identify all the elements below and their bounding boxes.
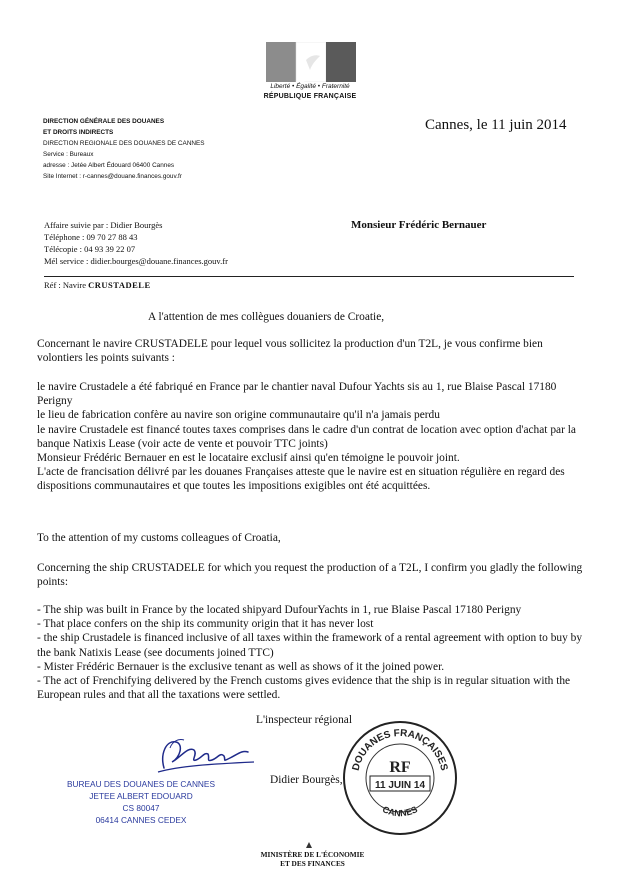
english-point: - That place confers on the ship its community origin that it has never lost [37,618,374,631]
english-salutation: To the attention of my customs colleagues of Croatia, [37,532,281,544]
customs-round-stamp [340,718,460,838]
letter-date: Cannes, le 11 juin 2014 [425,117,567,133]
french-point: Monsieur Frédéric Bernauer en est le locataire exclusif ainsi qu'en témoigne le pouvoir joint. [37,452,460,465]
ministry-line2: ET DES FINANCES [280,859,345,868]
divider [44,276,574,277]
stamp-date: 11 JUIN 14 [374,780,426,791]
ministry-emblem-icon [306,842,312,848]
french-point: le navire Crustadele est financé toutes taxes comprises dans le cadre d'un contrat de location avec option d'achat par la banque Natixis Lease (voir acte de vente et pouvoir TTC joints) [37,423,576,450]
svg-text:CANNES [381,804,419,818]
sender-line1: DIRECTION GÉNÉRALE DES DOUANES [43,118,165,125]
english-point: - The act of Frenchifying delivered by the French customs gives evidence that the ship is in regular situation with the European rules and that all the taxations were settled. [37,675,571,702]
sender-line3: DIRECTION REGIONALE DES DOUANES DE CANNES [43,140,205,147]
office-stamp [56,778,226,826]
sender-block [43,116,205,182]
logo-motto: Liberté • Égalité • Fraternité [270,83,350,90]
sender-service: Service : Bureaux [43,151,94,158]
stamp-arc-top: DOUANES FRANÇAISES [350,727,450,772]
signatory-name: Didier Bourgès, [270,774,343,786]
reference [44,280,151,290]
english-intro: Concerning the ship CRUSTADELE for which you request the production of a T2L, I confirm you gladly the following points: [37,562,583,589]
ministry-footer [240,850,385,868]
french-points [37,380,587,494]
sender-line2: ET DROITS INDIRECTS [43,129,114,136]
stamp-center: RF [389,759,411,776]
contact-mel: Mél service : didier.bourges@douane.finances.gouv.fr [44,256,228,266]
office-stamp-line2: JETEE ALBERT EDOUARD [89,791,193,801]
english-point: - The ship was built in France by the located shipyard DufourYachts in 1, rue Blaise Pascal 17180 Perigny [37,604,522,616]
english-point: - Mister Frédéric Bernauer is the exclusive tenant as well as shows of it the joined power. [37,660,445,673]
english-point: - the ship Crustadele is financed inclusive of all taxes within the framework of a rental agreement with option to buy by the bank Natixis Lease (see documents joined TTC) [37,632,583,659]
english-points [37,603,587,702]
ref-value: CRUSTADELE [88,280,151,290]
marianne-flag-icon [266,42,356,82]
logo-republic: RÉPUBLIQUE FRANÇAISE [263,93,357,100]
sender-address: adresse : Jetée Albert Édouard 06400 Cannes [43,162,175,169]
french-intro: Concernant le navire CRUSTADELE pour lequel vous sollicitez la production d'un T2L, je vous confirme bien volontiers les points suivants : [37,338,543,365]
ref-label: Réf : Navire [44,280,87,290]
signatory-title: L'inspecteur régional [256,714,352,726]
contact-affaire: Affaire suivie par : Didier Bourgès [44,220,163,230]
french-point: le navire Crustadele a été fabriqué en France par le chantier naval Dufour Yachts sis au 1, rue Blaise Pascal 17180 Perigny [37,381,557,408]
recipient: Monsieur Frédéric Bernauer [351,219,487,231]
handwritten-signature [150,728,260,778]
contact-telecopie: Télécopie : 04 93 39 22 07 [44,244,136,254]
office-stamp-line4: 06414 CANNES CEDEX [95,815,187,825]
ministry-line1: MINISTÈRE DE L'ÉCONOMIE [260,850,365,859]
french-point: le lieu de fabrication confère au navire son origine communautaire qu'il n'a jamais perdu [37,409,440,422]
sender-website: Site Internet : r-cannes@douane.finances.gouv.fr [43,173,182,180]
stamp-arc-bottom: CANNES [380,804,420,819]
office-stamp-line1: BUREAU DES DOUANES DE CANNES [67,779,215,789]
marianne-logo [258,42,362,146]
contact-block [44,219,228,267]
french-salutation: A l'attention de mes collègues douaniers de Croatie, [148,311,385,323]
french-point: L'acte de francisation délivré par les douanes Françaises atteste que le navire est en situation régulière en regard des dispositions communautaires et que toutes les impositions exigibles ont été acquittées. [37,466,565,493]
contact-telephone: Téléphone : 09 70 27 88 43 [44,232,138,242]
office-stamp-line3: CS 80047 [122,803,160,813]
